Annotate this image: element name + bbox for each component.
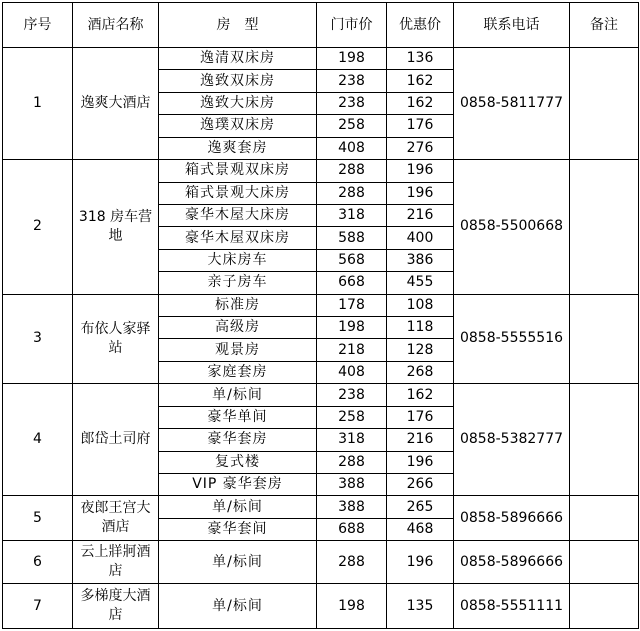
- hotel-note: [570, 384, 639, 496]
- hotel-note: [570, 160, 639, 295]
- hotel-note: [570, 48, 639, 160]
- promo-price: 176: [387, 115, 454, 137]
- rack-price: 238: [317, 384, 387, 406]
- rack-price: 568: [317, 249, 387, 271]
- table-row: [3, 496, 639, 518]
- promo-price: 196: [387, 182, 454, 204]
- hotel-no: 2: [3, 160, 73, 295]
- hotel-name: 318 房车营地: [73, 160, 159, 295]
- header-hotel-name: 酒店名称: [73, 3, 159, 48]
- room-type: VIP 豪华套房: [159, 474, 317, 496]
- header-note: 备注: [570, 3, 639, 48]
- rack-price: 238: [317, 70, 387, 92]
- hotel-no: 3: [3, 294, 73, 384]
- promo-price: 268: [387, 361, 454, 383]
- promo-price: 108: [387, 294, 454, 316]
- rack-price: 198: [317, 584, 387, 629]
- header-promo-price: 优惠价: [387, 3, 454, 48]
- room-type: 箱式景观大床房: [159, 182, 317, 204]
- rack-price: 218: [317, 339, 387, 361]
- hotel-phone: 0858-5382777: [454, 384, 570, 496]
- promo-price: 196: [387, 541, 454, 584]
- rack-price: 288: [317, 541, 387, 584]
- promo-price: 136: [387, 48, 454, 70]
- rack-price: 258: [317, 115, 387, 137]
- rack-price: 588: [317, 227, 387, 249]
- promo-price: 162: [387, 384, 454, 406]
- hotel-no: 5: [3, 496, 73, 541]
- room-type: 豪华套间: [159, 518, 317, 540]
- room-type: 单/标间: [159, 384, 317, 406]
- header-row: [3, 3, 639, 48]
- room-type: 逸爽套房: [159, 137, 317, 159]
- rack-price: 668: [317, 272, 387, 294]
- room-type: 逸清双床房: [159, 48, 317, 70]
- rack-price: 318: [317, 204, 387, 226]
- room-type: 逸致大床房: [159, 92, 317, 114]
- room-type: 家庭套房: [159, 361, 317, 383]
- room-type: 单/标间: [159, 584, 317, 629]
- rack-price: 238: [317, 92, 387, 114]
- table-row: [3, 584, 639, 629]
- room-type: 复式楼: [159, 451, 317, 473]
- promo-price: 216: [387, 204, 454, 226]
- rack-price: 388: [317, 496, 387, 518]
- promo-price: 386: [387, 249, 454, 271]
- room-type: 高级房: [159, 317, 317, 339]
- promo-price: 400: [387, 227, 454, 249]
- room-type: 豪华木屋双床房: [159, 227, 317, 249]
- room-type: 标准房: [159, 294, 317, 316]
- promo-price: 265: [387, 496, 454, 518]
- rack-price: 198: [317, 317, 387, 339]
- hotel-phone: 0858-5551111: [454, 584, 570, 629]
- promo-price: 196: [387, 451, 454, 473]
- table-body: [3, 48, 639, 629]
- table-row: [3, 294, 639, 316]
- hotel-no: 7: [3, 584, 73, 629]
- rack-price: 288: [317, 451, 387, 473]
- hotel-note: [570, 496, 639, 541]
- rack-price: 408: [317, 137, 387, 159]
- room-type: 逸致双床房: [159, 70, 317, 92]
- header-room-type: 房 型: [159, 3, 317, 48]
- promo-price: 276: [387, 137, 454, 159]
- hotel-note: [570, 541, 639, 584]
- hotel-note: [570, 294, 639, 384]
- promo-price: 162: [387, 92, 454, 114]
- room-type: 亲子房车: [159, 272, 317, 294]
- promo-price: 176: [387, 406, 454, 428]
- hotel-name: 夜郎王宫大酒店: [73, 496, 159, 541]
- hotel-no: 1: [3, 48, 73, 160]
- hotel-name: 布依人家驿站: [73, 294, 159, 384]
- room-type: 豪华单间: [159, 406, 317, 428]
- hotel-phone: 0858-5555516: [454, 294, 570, 384]
- hotel-note: [570, 584, 639, 629]
- hotel-price-table: [2, 2, 639, 629]
- hotel-phone: 0858-5811777: [454, 48, 570, 160]
- rack-price: 198: [317, 48, 387, 70]
- room-type: 观景房: [159, 339, 317, 361]
- rack-price: 178: [317, 294, 387, 316]
- header-no: 序号: [3, 3, 73, 48]
- room-type: 单/标间: [159, 541, 317, 584]
- rack-price: 318: [317, 429, 387, 451]
- hotel-name: 郎岱土司府: [73, 384, 159, 496]
- promo-price: 266: [387, 474, 454, 496]
- hotel-phone: 0858-5896666: [454, 496, 570, 541]
- header-phone: 联系电话: [454, 3, 570, 48]
- rack-price: 388: [317, 474, 387, 496]
- promo-price: 455: [387, 272, 454, 294]
- rack-price: 258: [317, 406, 387, 428]
- table-row: [3, 48, 639, 70]
- rack-price: 288: [317, 160, 387, 182]
- promo-price: 118: [387, 317, 454, 339]
- table-row: [3, 541, 639, 584]
- room-type: 豪华木屋大床房: [159, 204, 317, 226]
- promo-price: 196: [387, 160, 454, 182]
- table-row: [3, 160, 639, 182]
- hotel-name: 逸爽大酒店: [73, 48, 159, 160]
- promo-price: 128: [387, 339, 454, 361]
- rack-price: 288: [317, 182, 387, 204]
- promo-price: 162: [387, 70, 454, 92]
- promo-price: 468: [387, 518, 454, 540]
- rack-price: 408: [317, 361, 387, 383]
- hotel-phone: 0858-5896666: [454, 541, 570, 584]
- hotel-no: 4: [3, 384, 73, 496]
- hotel-name: 云上牂牁酒店: [73, 541, 159, 584]
- room-type: 单/标间: [159, 496, 317, 518]
- header-rack-price: 门市价: [317, 3, 387, 48]
- promo-price: 135: [387, 584, 454, 629]
- room-type: 箱式景观双床房: [159, 160, 317, 182]
- table-row: [3, 384, 639, 406]
- hotel-phone: 0858-5500668: [454, 160, 570, 295]
- room-type: 豪华套房: [159, 429, 317, 451]
- room-type: 大床房车: [159, 249, 317, 271]
- hotel-name: 多梯度大酒店: [73, 584, 159, 629]
- hotel-no: 6: [3, 541, 73, 584]
- promo-price: 216: [387, 429, 454, 451]
- room-type: 逸璞双床房: [159, 115, 317, 137]
- rack-price: 688: [317, 518, 387, 540]
